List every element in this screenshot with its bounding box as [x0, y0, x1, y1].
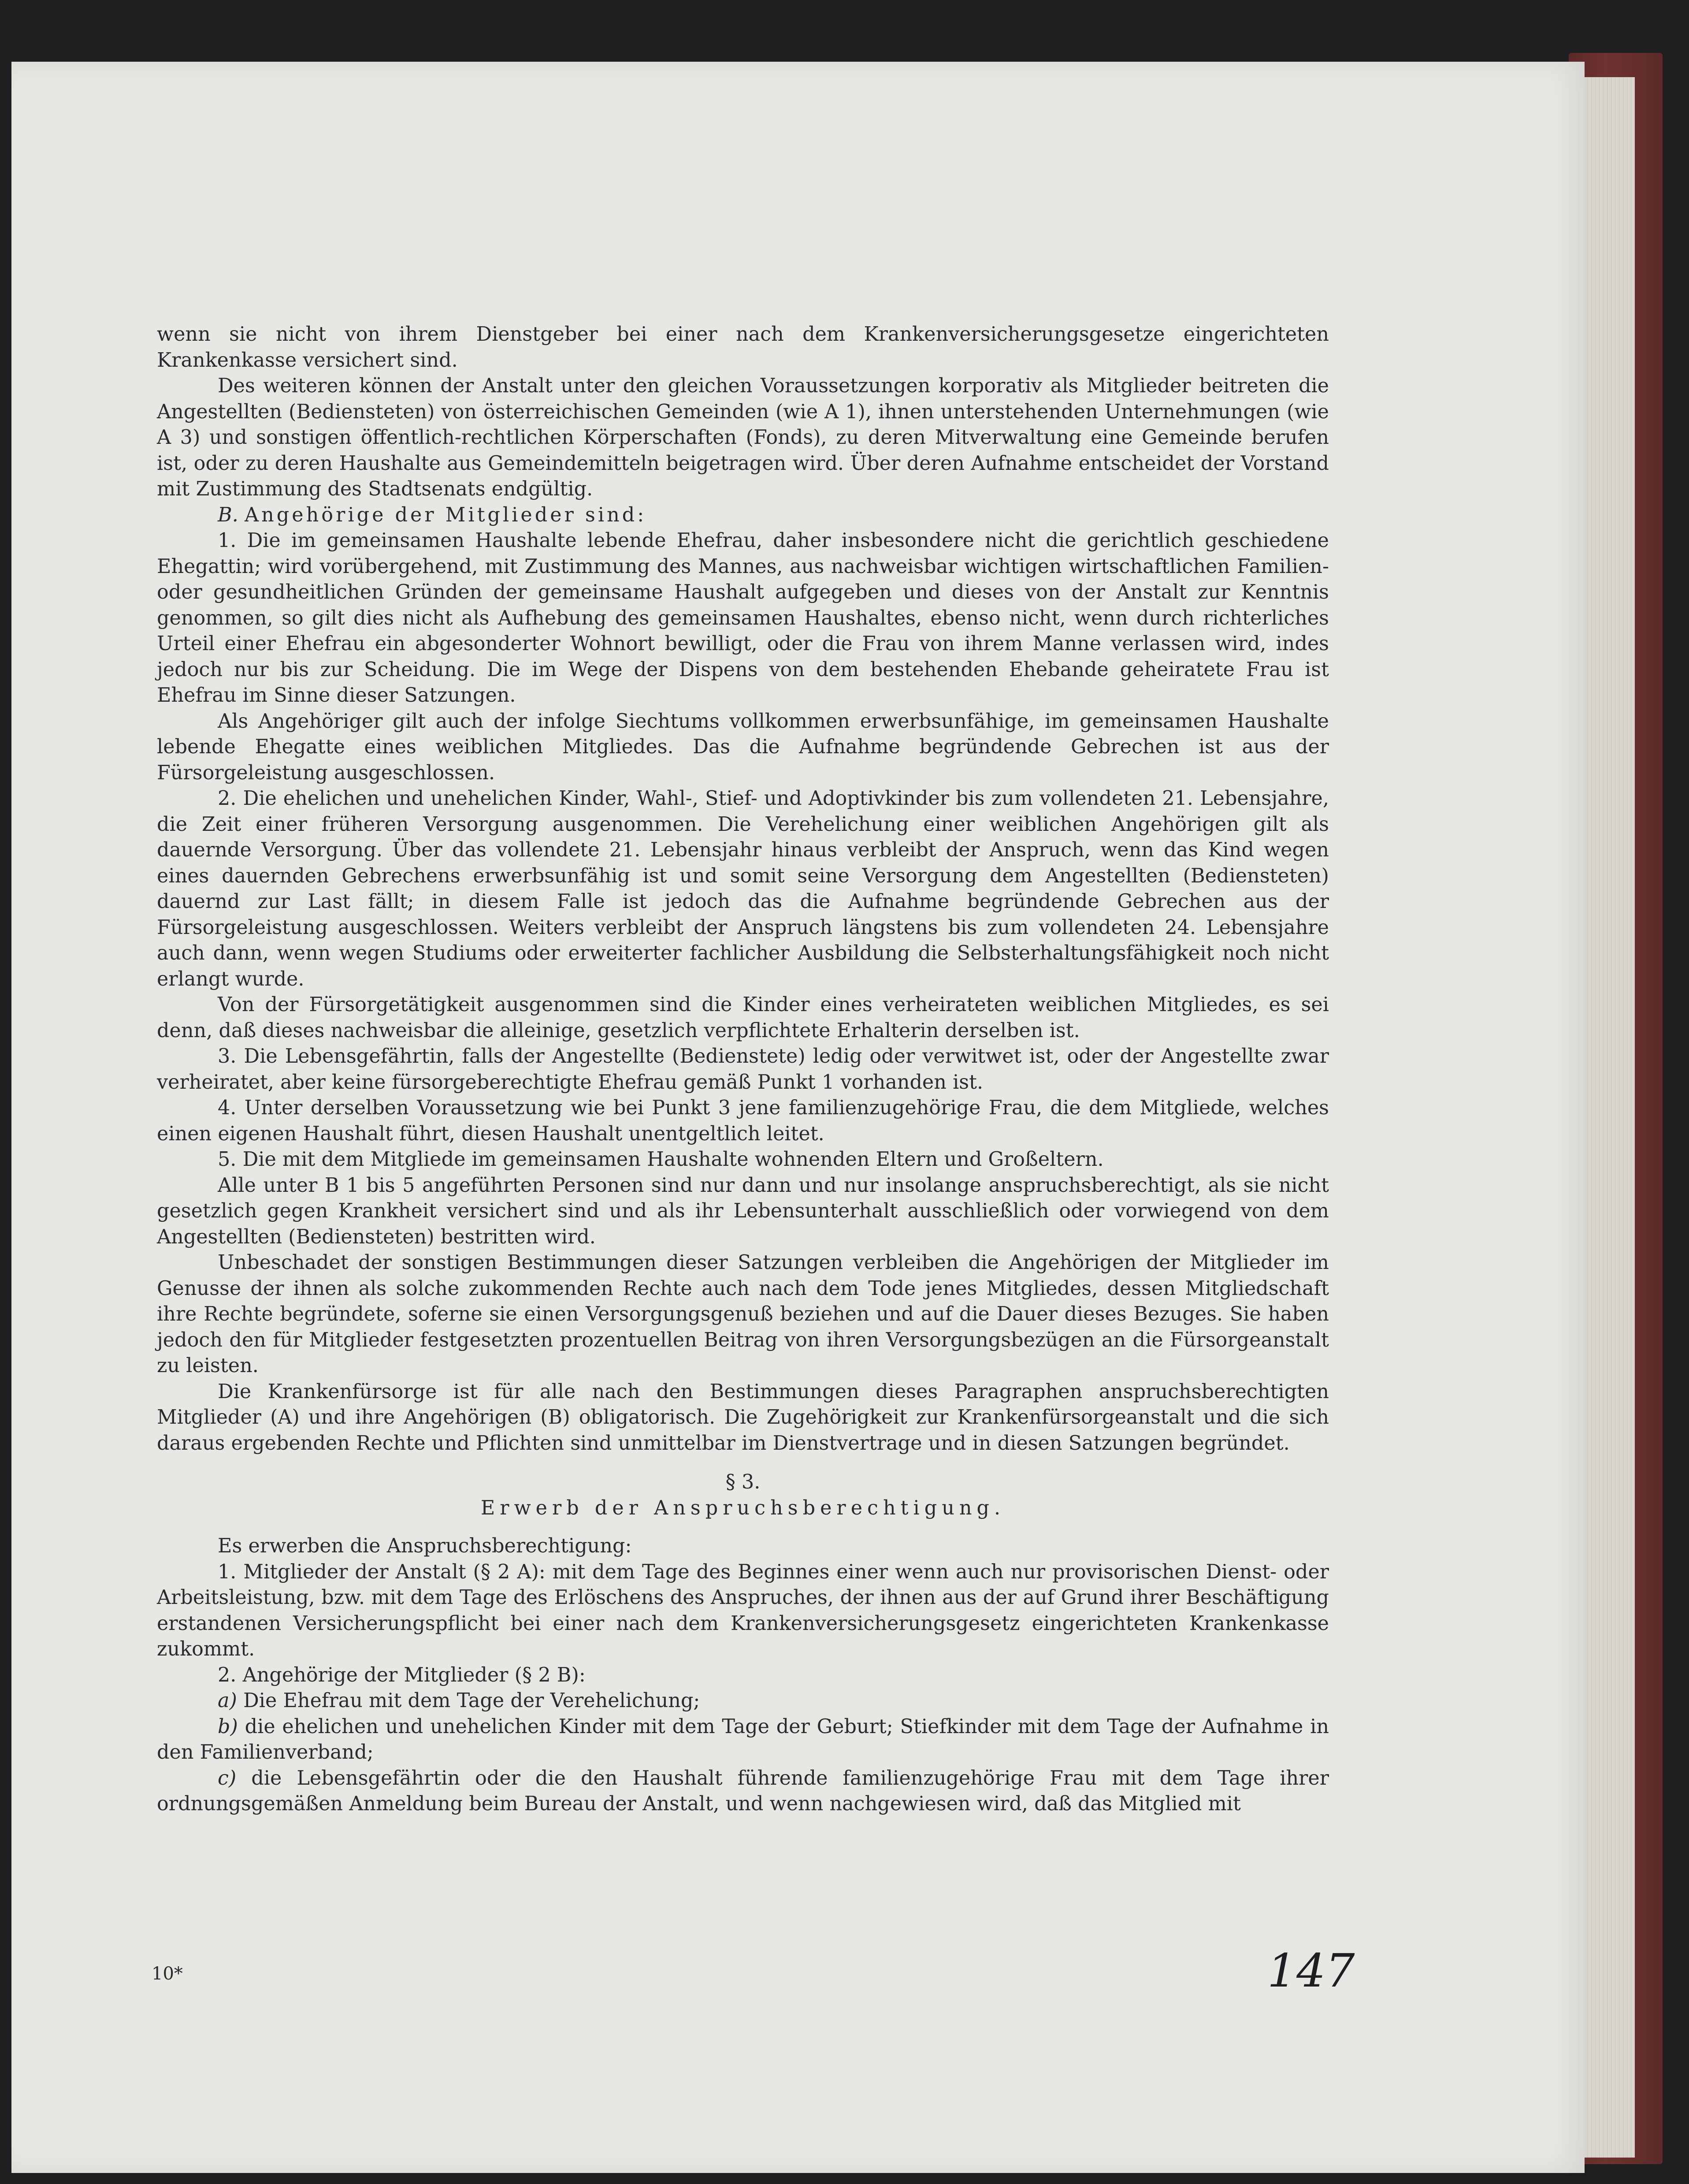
list-item-text: die Lebensgefährtin oder die den Haushalt führende familienzugehörige Frau mit dem Tage ihrer ordnungsgemäßen Anmeldung beim Bureau der Anstalt, und wenn nachgewiesen wird, daß das Mitglied mit [157, 1767, 1329, 1815]
paragraph: 1. Mitglieder der Anstalt (§ 2 A): mit dem Tage des Beginnes einer wenn auch nur provisorischen Dienst- oder Arbeitsleistung, bzw. mit dem Tage des Erlöschens des Anspruches, der ihnen aus der auf Grund ihrer Beschäftigung erstandenen Versicherungspflicht bei einer nach dem Krankenversicherungsgesetz eingerichteten Krankenkasse zukommt. [157, 1560, 1329, 1660]
paragraph: Als Angehöriger gilt auch der infolge Siechtums vollkommen erwerbsunfähige, im gemeinsamen Haushalte lebende Ehegatte eines weiblichen Mitgliedes. Das die Aufnahme begründende Gebrechen ist aus der Fürsorgeleistung ausgeschlossen. [157, 710, 1329, 784]
list-item-label: c) [218, 1767, 237, 1790]
paragraph: 4. Unter derselben Voraussetzung wie bei Punkt 3 jene familienzugehörige Frau, die dem Mitgliede, welches einen eigenen Haushalt führt, diesen Haushalt unentgeltlich leitet. [157, 1097, 1329, 1145]
list-item-label: b) [218, 1715, 238, 1738]
paragraph: Die Krankenfürsorge ist für alle nach den Bestimmungen dieses Paragraphen anspruchsberechtigten Mitglieder (A) und ihre Angehörigen (B) obligatorisch. Die Zugehörigkeit zur Krankenfürsorgeanstalt und die sich daraus ergebenden Rechte und Pflichten sind unmittelbar im Dienstvertrage und in diesen Satzungen begründet. [157, 1380, 1329, 1455]
list-item-label: a) [218, 1689, 237, 1712]
subheading-text: Angehörige der Mitglieder sind: [245, 503, 647, 526]
signature-mark: 10* [152, 1964, 183, 1984]
paragraph: 2. Angehörige der Mitglieder (§ 2 B): [218, 1663, 586, 1686]
paragraph: Unbeschadet der sonstigen Bestimmungen dieser Satzungen verbleiben die Angehörigen der Mitglieder im Genusse der ihnen als solche zukommenden Rechte auch nach dem Tode jenes Mitgliedes, dessen Mitgliedschaft ihre Rechte begründete, soferne sie einen Versorgungsgenuß beziehen und auf die Dauer dieses Bezuges. Sie haben jedoch den für Mitglieder festgesetzten prozentuellen Beitrag von ihren Versorgungsbezügen an die Fürsorgeanstalt zu leisten. [157, 1251, 1329, 1377]
paragraph: Des weiteren können der Anstalt unter den gleichen Voraussetzungen korporativ als Mitglieder beitreten die Angestellten (Bediensteten) von österreichischen Gemeinden (wie A 1), ihnen unterstehenden Unternehmungen (wie A 3) und sonstigen öffentlich-rechtlichen Körperschaften (Fonds), zu deren Mitverwaltung eine Gemeinde berufen ist, oder zu deren Haushalte aus Gemeindemitteln beigetragen wird. Über deren Aufnahme entscheidet der Vorstand mit Zustimmung des Stadtsenats endgültig. [157, 375, 1329, 500]
list-item [157, 1714, 1329, 1766]
list-item [157, 1688, 1329, 1714]
paragraph: 3. Die Lebensgefährtin, falls der Angestellte (Bedienstete) ledig oder verwitwet ist, oder der Angestellte zwar verheiratet, aber keine fürsorgeberechtigte Ehefrau gemäß Punkt 1 vorhanden ist. [157, 1045, 1329, 1094]
page-number: 147 [1267, 1944, 1355, 1998]
paragraph: 1. Die im gemeinsamen Haushalte lebende Ehefrau, daher insbesondere nicht die gerichtlich geschiedene Ehegattin; wird vorübergehend, mit Zustimmung des Mannes, aus nachweisbar wichtigen wirtschaftlichen Familien- oder gesundheitlichen Gründen der gemeinsame Haushalt aufgegeben und dieses von der Anstalt zur Kenntnis genommen, so gilt dies nicht als Aufhebung des gemeinsamen Haushaltes, ebenso nicht, wenn durch richterliches Urteil einer Ehefrau ein abgesonderter Wohnort bewilligt, oder die Frau von ihrem Manne verlassen wird, indes jedoch nur bis zur Scheidung. Die im Wege der Dispens von dem bestehenden Ehebande geheiratete Frau ist Ehefrau im Sinne dieser Satzungen. [157, 529, 1329, 707]
paragraph: 2. Die ehelichen und unehelichen Kinder, Wahl-, Stief- und Adoptivkinder bis zum vollendeten 21. Lebensjahre, die Zeit einer früheren Versorgung ausgenommen. Die Verehelichung einer weiblichen Angehörigen gilt als dauernde Versorgung. Über das vollendete 21. Lebensjahr hinaus verbleibt der Anspruch, wenn das Kind wegen eines dauernden Gebrechens erwerbsunfähig ist und somit seine Versorgung dem Angestellten (Bediensteten) dauernd zur Last fällt; in diesem Falle ist jedoch das die Aufnahme begründende Gebrechen aus der Fürsorgeleistung ausgeschlossen. Weiters verbleibt der Anspruch längstens bis zum vollendeten 24. Lebensjahre auch dann, wenn wegen Studiums oder erweiterter fachlicher Ausbildung die Selbsterhaltungsfähigkeit noch nicht erlangt wurde. [157, 787, 1329, 990]
paragraph: Von der Fürsorgetätigkeit ausgenommen sind die Kinder eines verheirateten weiblichen Mitgliedes, es sei denn, daß dieses nachweisbar die alleinige, gesetzlich verpflichtete Erhalterin derselben ist. [157, 993, 1329, 1042]
subheading-label: B. [218, 503, 238, 526]
section-number: § 3. [725, 1471, 761, 1493]
paragraph: Alle unter B 1 bis 5 angeführten Personen sind nur dann und nur insolange anspruchsberechtigt, als sie nicht gesetzlich gegen Krankheit versichert sind und als ihr Lebensunterhalt ausschließlich oder vorwiegend von dem Angestellten (Bediensteten) bestritten wird. [157, 1174, 1329, 1248]
paragraph: wenn sie nicht von ihrem Dienstgeber bei einer nach dem Krankenversicherungsgesetze eingerichteten Krankenkasse versichert sind. [157, 323, 1329, 372]
subheading-members [157, 502, 1329, 528]
list-item-text: die ehelichen und unehelichen Kinder mit dem Tage der Geburt; Stiefkinder mit dem Tage der Aufnahme in den Familienverband; [157, 1715, 1329, 1764]
body-text [157, 322, 1329, 1817]
section-title: Erwerb der Anspruchsberechtigung. [480, 1496, 1006, 1519]
book-page [11, 62, 1585, 2173]
list-item-text: Die Ehefrau mit dem Tage der Verehelichung; [243, 1689, 700, 1712]
paragraph: 5. Die mit dem Mitgliede im gemeinsamen Haushalte wohnenden Eltern und Großeltern. [218, 1148, 1104, 1171]
list-item [157, 1766, 1329, 1817]
paragraph: Es erwerben die Anspruchsberechtigung: [218, 1535, 632, 1557]
